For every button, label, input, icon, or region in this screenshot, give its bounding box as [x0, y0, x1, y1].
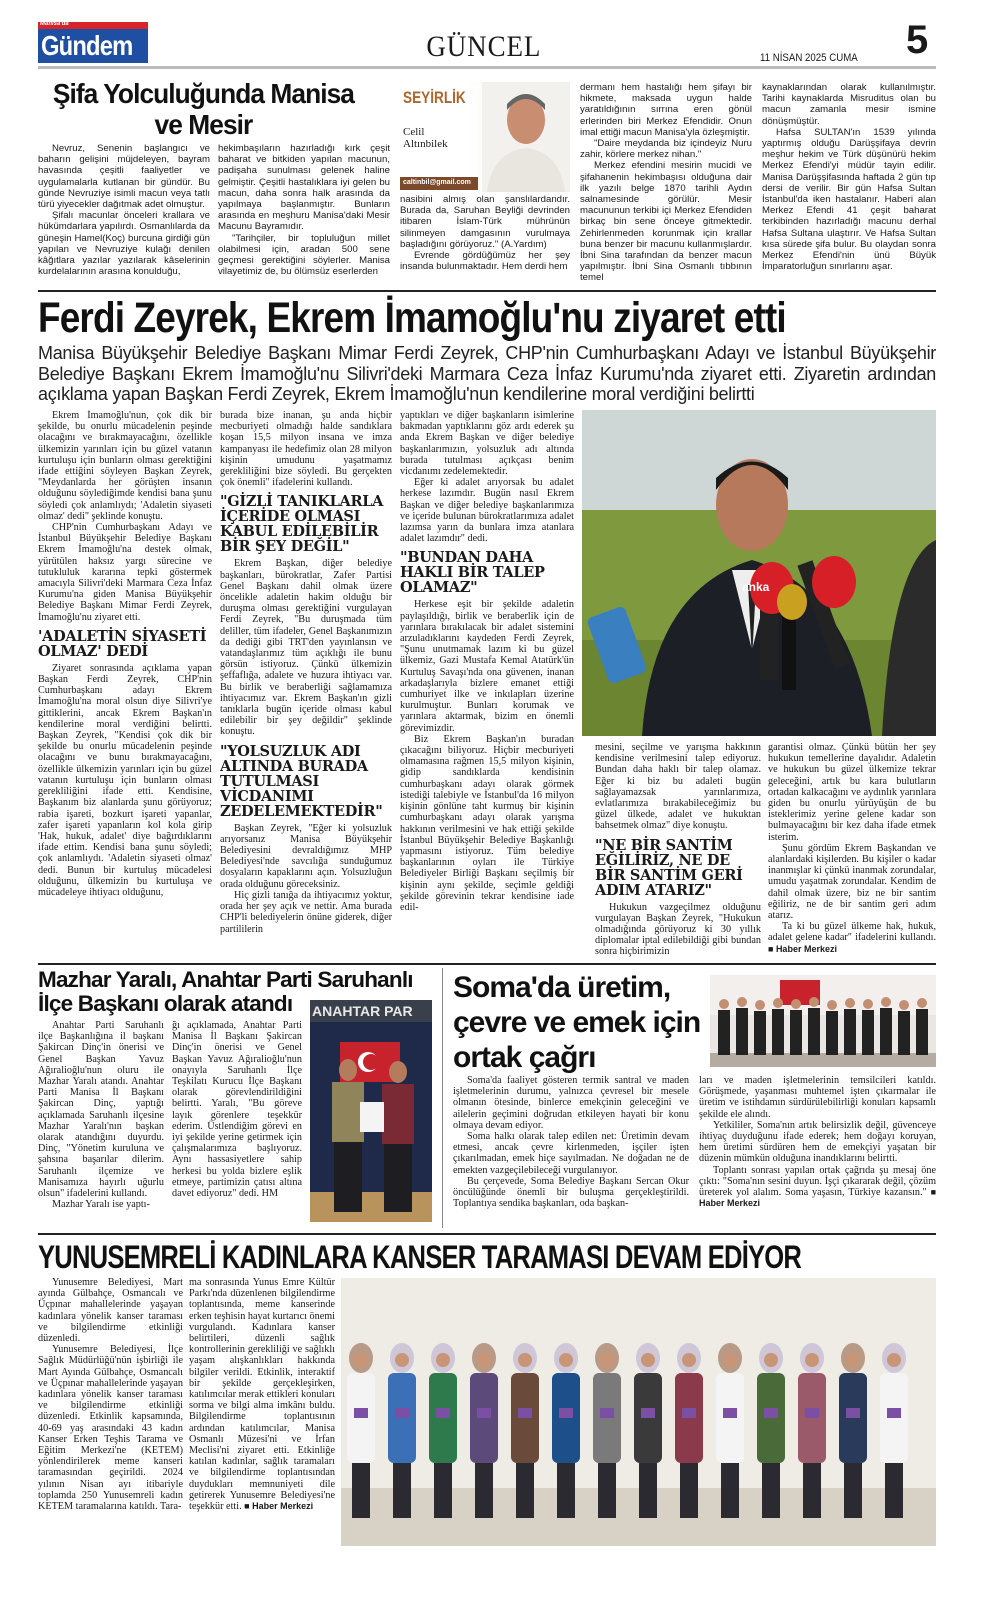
yunusemre-headline: YUNUSEMRELİ KADINLARA KANSER TARAMASI DEVAM EDİYOR	[38, 1239, 802, 1275]
logo-small-text: Manisa'da	[40, 21, 69, 27]
column-label: SEYİRLİK	[403, 88, 466, 107]
mazhar-col-2: ğı açıklamada, Anahtar Parti Manisa İl Başkanı Şakircan Dinç'in önerisi ve Genel Başkan Yavuz Ağıralioğlu'nun onayıyla Saruhanlı İlçe Teşkilatı Kurucu İlçe Başkanı olarak görevlendirildiğini belirtti. Yaralı, "Bu göreve layık görenlere teşekkür ederim. Üstlendiğim görevi en iyi şekilde yerine getirmek için çalışmalarımıza başlıyoruz. Aynı hassasiyetlere sahip herkesi bu yolda bizlere eşlik etmeye, partimizin çatısı altına davet ediyoruz" dedi. HM	[172, 1020, 302, 1200]
microphone-logo: anka	[742, 580, 770, 594]
section-divider	[38, 963, 936, 965]
subheading: "NE BİR SANTİM EĞİLİRİZ, NE DE BİR SANTİM GERİ ADIM ATARIZ"	[595, 836, 743, 899]
subheading: "BUNDAN DAHA HAKLI BİR TALEP OLAMAZ"	[400, 549, 545, 597]
soma-headline: Soma'da üretim, çevre ve emek için ortak çağrı	[453, 971, 701, 1074]
zeyrek-col-1: Ekrem İmamoğlu'nun, çok dik bir şekilde, bu onurlu mücadelenin peşinde olacağını ve bırakmayacağını, özellikle ülkemizin yarınları için bu güzel vatanın kurtuluşu için bunların olması gerektiğini ifade ettiğini söyleyen Başkan Zeyrek, "Meydanlarda her görüşten insanın olduğunu söylediğimde kendisi bana şunu söyledi çok anlamlıydı; 'Adaletin siyaseti olmaz' dedi" şeklinde konuştu. CHP'nin Cumhurbaşkanı Adayı ve İstanbul Büyükşehir Belediye Başkanı Ekrem İmamoğlu'na destek olmak, yürütülen haksız yargı sürecine ve tutukluluk kararına tepki göstermek amacıyla Silivri'deki Marmara Ceza İnfaz Kurumu'na giden Manisa Büyükşehir Belediye Başkanı Mimar Ferdi Zeyrek, İmamoğlu'nu ziyaret etti. 'ADALETİN SİYASETİ OLMAZ' DEDİ Ziyaret sonrasında açıklama yapan Başkan Ferdi Zeyrek, CHP'nin Cumhurbaşkanı adayı Ekrem İmamoğlu'na moral olsun diye Silivri'ye gittiklerini, ancak Ekrem Başkan'ın kendilerine moral verdiğini belirtti. Başkan Zeyrek, "Kendisi çok dik bir şekilde bu onurlu mücadelenin peşinde olacağını ve bunu bırakmayacağını, özellikle ülkemizin yarınları için bu güzel vatanın kurtuluşu için bunların olması gerekliliğini ifade etti. Kendisine, Başkanım biz alanlarda şunu görüyoruz; rabia işareti, bozkurt işareti yapanlar, zafer işareti yapanların kol kola girip 'Hak, hukuk, adalet' diye bağırdıklarını ifade ettim. Kendisi bana şunu söyledi; çok anlamlıydı. 'Adaletin siyaseti olmaz' dedi. Bunun bir kurtuluş mücadelesi olduğunu, ülkemizin bu kurtuluşa ve mücadeleye ihtiyacı olduğunu,	[38, 410, 212, 898]
soma-photo	[710, 975, 936, 1067]
zeyrek-col-4: mesini, seçilme ve yarışma hakkının kendisine verilmesini talep ediyoruz. Bundan daha haklı bir talep olamaz. Eğer ki biz bu adaleti bugün sağlayamazsak yarınlarımıza, evlatlarımıza bırakabileceğimiz bu güzel ülkede, adalet ve hukuktan bahsetmek olmaz" diye konuştu. "NE BİR SANTİM EĞİLİRİZ, NE DE BİR SANTİM GERİ ADIM ATARIZ" Hukukun vazgeçilmez olduğunu vurgulayan Başkan Zeyrek, "Hukukun olmadığında görüyoruz ki 30 yıllık diplomalar iptal edilebildiği gibi bundan sonra hiçbirimizin	[595, 742, 761, 958]
subheading: "YOLSUZLUK ADI ALTINDA BURADA TUTULMASI VİCDANIMI ZEDELEMEKTEDİR"	[220, 742, 383, 820]
zeyrek-photo	[582, 410, 936, 736]
section-divider	[38, 290, 936, 292]
masthead-logo[interactable]	[38, 22, 148, 63]
section-title: GÜNCEL	[426, 30, 542, 63]
yunusemre-photo-art	[341, 1278, 936, 1546]
zeyrek-photo-art	[582, 410, 936, 736]
yunusemre-col-2: ma sonrasında Yunus Emre Kültür Parkı'nda düzenlenen bilgilendirme toplantısında, meme kanserinde erken teşhisin hayat kurtarıcı önemi vurgulandı. Kadınlara kanser belirtileri, düzenli sağlık kontrollerinin gerekliliği ve sağlıklı yaşam alışkanlıkları hakkında bilgiler verildi. Etkinlik, interaktif bir şekilde gerçekleşirken, katılımcılar merak ettikleri konuları sorma ve bilgi alma imkânı buldu. Bilgilendirme toplantısının ardından katılımcılar, Manisa Osmanlı Müzesi'ni ve İrfan Meclisi'ni ziyaret etti. Etkinliğe katılan kadınlar, sağlık taramaları ve bilgilendirme toplantısından duydukları memnuniyeti dile getirerek Yunusemre Belediyesi'ne teşekkür etti. ■ Haber Merkezi	[189, 1277, 335, 1513]
zeyrek-col-2: burada bize inanan, şu anda hiçbir mecburiyeti olmadığı halde sandıklara koşan 15,5 milyon insana ve imza kampanyası ile hedefimiz olan 28 milyon kişinin umudunu yaşatmamız gerekliliğini bize söyledi. Bu gerçekten çok önemli" ifadelerini kullandı. "GİZLİ TANIKLARLA İÇERİDE OLMASI KABUL EDİLEBİLİR BİR ŞEY DEĞİL" Ekrem Başkan, diğer belediye başkanları, bürokratlar, Zafer Partisi Genel Başkanı dahil olmak üzere öncelikle adaletin hakim olduğu bir duruşma olması gerektiğini vurgulayan Ferdi Zeyrek, "Bu duruşmada tüm deliller, tüm ifadeler, Genel Başkanımızın da dediği gibi TRT'den yayınlansın ve vatandaşlarımız tüm açıklığı ile bunu görsün istiyoruz. Çünkü ülkemizin şeffaflığa, adalete ve huzura ihtiyacı var. Bu birlik ve beraberliği sağlamamıza ihtiyacımız var. Ekrem Başkan'ın gizli tanıklarla bugün içeride olması kabul edilebilir bir şey değildir" şeklinde konuştu. "YOLSUZLUK ADI ALTINDA BURADA TUTULMASI VİCDANIMI ZEDELEMEKTEDİR" Başkan Zeyrek, "Eğer ki yolsuzluk arıyorsanız Manisa Büyükşehir Belediyesini devraldığımız MHP Belediyesi'nde savcılığa sunduğumuz dosyaların kapaklarını açın. Yolsuzluğun orada olduğunu göreceksiniz. Hiç gizli tanığa da ihtiyacımız yoktur, orada her şey açık ve nettir. Ama burada CHP'li belediyelerin önüne giderek, diğer partililerin	[220, 410, 392, 935]
mazhar-photo-art	[310, 1022, 432, 1222]
photo-banner-text: ANAHTAR PAR	[310, 1000, 432, 1022]
columnist-email: caltinbil@gmail.com	[400, 177, 478, 190]
page-number: 5	[906, 18, 929, 62]
yunusemre-photo	[341, 1278, 936, 1546]
soma-col-1: Soma'da faaliyet gösteren termik santral ve maden işletmelerinin durumu, yalnızca çevresel bir mesele olmanın ötesinde, binlerce emekçinin geleceğini ve ailelerin geçimini doğrudan etkileyen hayati bir konu olmaya devam ediyor. Soma halkı olarak talep edilen net: Üretimin devam etmesi, ancak çevre kirlenmeden, işçiler işten çıkarılmadan, emek hiçe sayılmadan. Ne doğadan ne de emekten vazgeçilebileceği vurgulanıyor. Bu çerçevede, Soma Belediye Başkanı Sercan Okur öncülüğünde önemli bir buluşma gerçekleştirildi. Toplantıya sendika başkanları, oda başkan-	[453, 1075, 689, 1210]
mesir-col-5: kaynaklarından olarak kullanılmıştır. Tarihi kaynaklarda Misruditus olan bu macun zamanla mesir ismine dönüşmüştür. Hafsa SULTAN'ın 1539 yılında yaptırmış olduğu Darüşşifaya devrin meşhur hekim ve Türk düşünürü hekim Merkez Efendi'yi müdür tayin edilir. Manisa Darüşşifasında haftada 2 gün tıp dersi de verilir. Bir gün Hafsa Sultan İstanbul'da iken hastalanır. Haberi alan Merkez Efendi 41 çeşit baharat terkibinden hazırladığı macunu derhal Hafsa Sultana ulaştırır. Ve Hafsa Sultan kısa sürede şifa bulur. Bu olaydan sonra Merkez Efendi'nin ünü Büyük İmparatorluğun sınırlarını aşar.	[762, 82, 936, 273]
zeyrek-headline: Ferdi Zeyrek, Ekrem İmamoğlu'nu ziyaret etti	[38, 294, 786, 342]
columnist-photo	[482, 82, 570, 192]
soma-photo-art	[710, 975, 936, 1067]
mazhar-col-1: Anahtar Parti Saruhanlı ilçe Başkanlığına il başkanı Şakircan Dinç'in önerisi ve Genel Başkan Yavuz Ağıralioğlu'nun oluru ile Mazhar Yaralı atandı. Anahtar Parti Manisa İl Başkanı Şakircan Dinç, yaptığı açıklamada Saruhanlı ilçesine Mazhar Yaralı'nın başkan olarak atandığını duyurdu. Dinç, "Yönetim kuruluna ve şahsına başarılar dilerim. Saruhanlı ilçemize ve Manisamıza hayırlı uğurlu olsun" ifadelerini kullandı. Mazhar Yaralı ise yaptı-	[38, 1020, 164, 1211]
byline: ■ Haber Merkezi	[244, 1501, 314, 1512]
mesir-col-3: nasibini almış olan şanslılardandır. Burada da, Saruhan Beyliği devrinden itibaren İslam-Türk mührünün silinmeyen damgasının vurulmaya başladığını görüyoruz." (A.Yardım) Evrende gördüğümüz her şey insanda bulunmaktadır. Hem derdi hem	[400, 194, 570, 273]
header-rule	[38, 66, 936, 69]
yunusemre-col-1: Yunusemre Belediyesi, Mart ayında Gülbahçe, Osmancalı ve Üçpınar mahallelerinde yaşayan kadınlara yönelik kanser taraması ve bilgilendirme etkinliği düzenledi. Yunusemre Belediyesi, İlçe Sağlık Müdürlüğü'nün işbirliği ile Mart Ayında Gülbahçe, Osmancalı ve Üçpınar mahallelerinde yaşayan kadınlara yönelik kanser taraması ve bilgilendirme etkinliği düzenledi. Etkinlik kapsamında, 40-69 yaş arasındaki 43 kadın Kanser Erken Teşhis Tarama ve Eğitim Merkezi'ne (KETEM) yönlendirilerek meme kanseri taramasından geçirildi. 2024 yılının Nisan ayı itibariyle toplamda 250 Yunusemreli kadın KETEM taramalarına katıldı. Tara-	[38, 1277, 183, 1513]
mesir-col-2: hekimbaşıların hazırladığı kırk çeşit baharat ve bitkiden yapılan macunun, padişaha sunulması gelenek haline gelmiştir. Çeşitli hastalıklara iyi gelen bu macun, daha sonra halk arasında da yapılmaya başlanmıştır. Bunların arasında en meşhuru Manisa'daki Mesir Macunu Bayramıdır. "Tarihçiler, bir topluluğun millet olabilmesi için, aradan 500 sene geçmesi gerektiğini söylerler. Manisa vilayetimiz de, bu ölümsüz eserlerden	[218, 143, 390, 278]
section-divider	[38, 1233, 936, 1235]
zeyrek-col-5: garantisi olmaz. Çünkü bütün her şey hukukun temellerine dayalıdır. Adaletin ve hukukun bu güzel ülkemize tekrar geleceğini, artık bu kara bulutların ortadan kalkacağını ve aydınlık yarınlara giden bu onurlu yürüyüşün de bu isteklerimiz yerine gelene kadar son bulmayacağını bir kez daha ifade etmek isterim. Şunu gördüm Ekrem Başkandan ve alanlardaki kişilerden. Bu kişiler o kadar inanmışlar ki çünkü inanmak zorundalar, umudu yaşatmak zorundalar. Kendim de dahil olmak üzere, biz ne bir santim eğiliriz, ne de bir santim geri adım atarız. Ta ki bu güzel ülkeme hak, hukuk, adalet gelene kadar" ifadelerini kullandı. ■ Haber Merkezi	[768, 742, 936, 954]
soma-col-2: ları ve maden işletmelerinin temsilcileri katıldı. Görüşmede, yaşanması muhtemel işten çıkarmalar ile üretim ve istihdamın sürdürülebilirliği konuları kapsamlı şekilde ele alındı. Yetkililer, Soma'nın artık belirsizlik değil, güvenceye ihtiyaç duyduğunu ifade ederek; hem doğayı koruyan, hem üretimi sürdüren hem de emekçiyi yaşatan bir düzenin mümkün olduğuna inandıklarını belirtti. Toplantı sonrası yapılan ortak çağrıda şu mesaj öne çıktı: "Soma'nın sesini duyun. İşçi çıkararak değil, çözüm üreterek yol alalım. Soma yaşasın, Türkiye kazansın." ■ Haber Merkezi	[699, 1075, 936, 1209]
subheading: 'ADALETİN SİYASETİ OLMAZ' DEDİ	[38, 627, 207, 660]
byline: ■ Haber Merkezi	[768, 943, 837, 954]
column-divider	[442, 968, 443, 1228]
columnist-name: Celil Altınbilek	[403, 126, 448, 150]
mazhar-headline: Mazhar Yaralı, Anahtar Parti Saruhanlı İlçe Başkanı olarak atandı	[38, 967, 413, 1016]
mazhar-photo	[310, 1000, 432, 1222]
mesir-headline: Şifa Yolculuğunda Manisa ve Mesir	[52, 78, 355, 140]
issue-date: 11 NİSAN 2025 CUMA	[760, 52, 858, 64]
logo-main-text: Gündem	[41, 30, 133, 61]
columnist-box	[400, 82, 570, 192]
zeyrek-col-3: yaptıkları ve diğer başkanların isimlerine bakmadan yaptıklarını göz ardı ederek şu anda Ekrem Başkan ve diğer belediye başkanlarımızın, yolsuzluk adı altında burada tutulması açıkçası benim vicdanımı zedelemektedir. Eğer ki adalet arıyorsak bu adalet herkese lazımdır. Bugün nasıl Ekrem Başkan ve diğer belediye başkanlarımıza ve içeride bulunan bürokratlarımıza adalet lazımsa yarın da bunlara imza atanlara adalet lazımdır" dedi. "BUNDAN DAHA HAKLI BİR TALEP OLAMAZ" Herkese eşit bir şekilde adaletin paylaşıldığı, birlik ve beraberlik için de yarınlara bırakılacak bir adalet sistemini arzuladıklarını kaydeden Ferdi Zeyrek, "Şunu unutmamak lazım ki bu güzel ülkemiz, Gazi Mustafa Kemal Atatürk'ün Kurtuluş Savaşı'nda ona güvenen, inanan arkadaşlarıyla bizlere emanet ettiği cumhuriyet ilke ve inkılapları üzerine kurulmuştur. Bunları korumak ve yarınlara aktarmak, bizim en önemli görevimizdir. Biz Ekrem Başkan'ın buradan çıkacağını biliyoruz. Hiçbir mecburiyeti olmamasına rağmen 15,5 milyon kişinin, gidip sandıklarda kendisinin cumhurbaşkanı adayı olarak görmek istediği talebiyle ve İstanbul'da 16 milyon kişinin gönlüne taht kurmuş bir kişinin cumhurbaşkanı adayı olarak yarışma hakkının verilmesini ve hak ettiği şekilde İstanbul Büyükşehir Belediye Başkanlığı yapmasını istiyoruz. Tüm belediye başkanlarının oyları ile Türkiye Belediyeler Birliği Başkanı seçilmiş bir kişinin aynı şekilde, seçimle geldiği şekilde görevinin tekrar kendisine iade edil-	[400, 410, 574, 913]
subheading: "GİZLİ TANIKLARLA İÇERİDE OLMASI KABUL EDİLEBİLİR BİR ŞEY DEĞİL"	[220, 493, 384, 556]
mesir-col-4: dermanı hem hastalığı hem şifayı bir hikmete, maksada uygun halde yaratıldığının sırrına eren gönül erlerinden biri Merkez Efendidir. Onun imal ettiği macun Manisa'yla özleşmiştir. "Daire meydanda biz içindeyiz Nuru zahir, körlere merkez nihan." Merkez efendini mesirin mucidi ve şifahanenin hekimbaşısı olduğuna dair ilk yazılı belge 1870 tarihli Aydın salnamesinde görülür. Mesir macununun terkibi içi Merkez Efendiden birkaç bin sene önceye gitmektedir. Zehirlenmeden korunmak için krallar buna benzer bir macunu kullanmışlardır. İbni Sina tarafından da benzer macun yapılmıştır. İbni Sina Osmanlı tıbbının temel	[580, 82, 752, 284]
byline: ■ Haber Merkezi	[699, 1187, 936, 1209]
mesir-col-1: Nevruz, Senenin başlangıcı ve baharın gelişini müjdeleyen, bayram havasında çeşitli faaliyetler ve uygulamalarla kutlanan bir gündür. Bu günde Nevruziye isimli macun veya tatlı türü yiyecekler dağıtmak adet olmuştur. Şifalı macunlar önceleri krallara ve hükümdarlara yapılırdı. Osmanlılarda da güneşin Hamel(Koç) burcuna girdiği gün yapılan ve Nevruziye kulağı denilen kâğıtlara yazılar yazılarak kâselerinin kurdelalarının arasına konulduğu,	[38, 143, 210, 278]
zeyrek-lead: Manisa Büyükşehir Belediye Başkanı Mimar Ferdi Zeyrek, CHP'nin Cumhurbaşkanı Adayı ve İstanbul Büyükşehir Belediye Başkanı Ekrem İmamoğlu'nu Silivri'deki Marmara Ceza İnfaz Kurumu'nda ziyaret etti. Ziyaretin ardından açıklama yapan Başkan Ferdi Zeyrek, Ekrem İmamoğlu'nun kendilerine moral verdiğini belirtti	[38, 343, 936, 404]
